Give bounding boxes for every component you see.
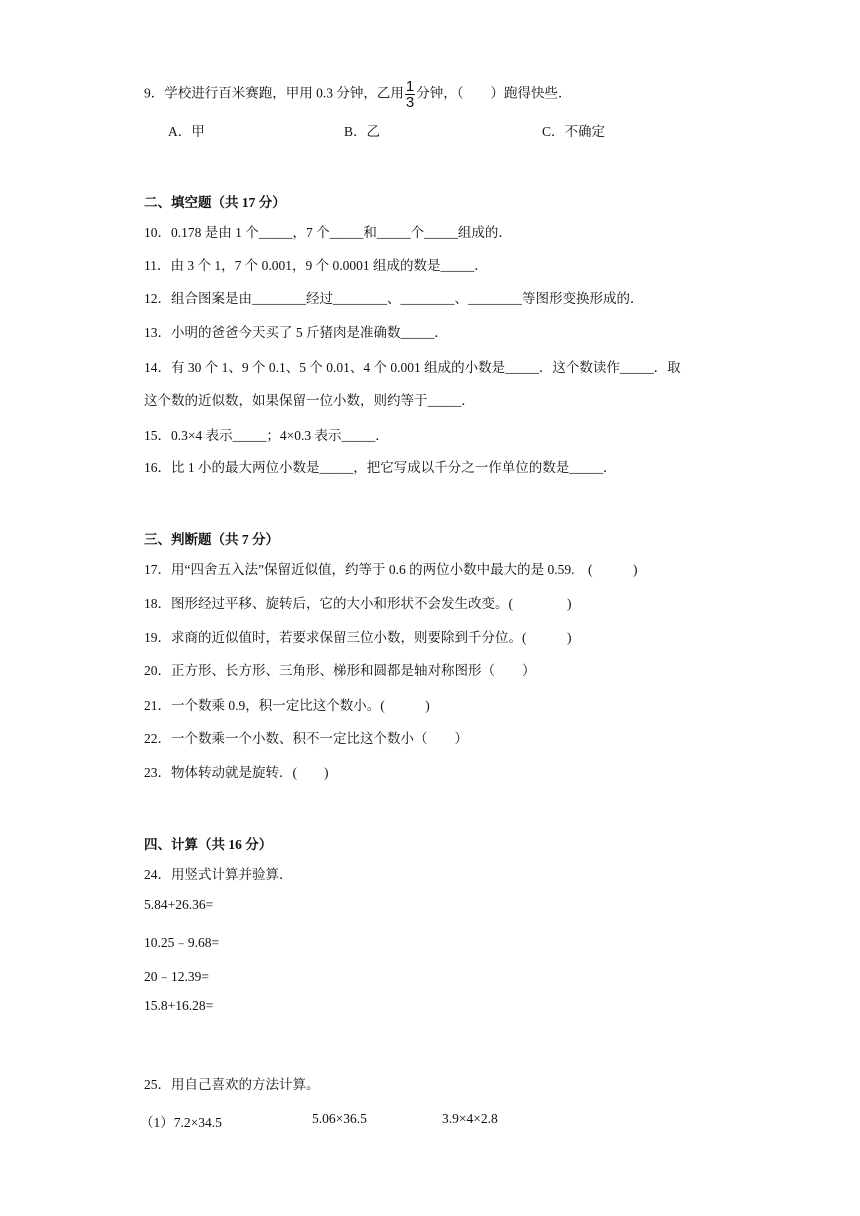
question-11: 11．由 3 个 1，7 个 0.001，9 个 0.0001 组成的数是_____． (144, 258, 488, 273)
fraction-one-third: $\frac{1}{3}$ (405, 78, 415, 111)
question-16: 16．比 1 小的最大两位小数是_____，把它写成以千分之一作单位的数是_____． (144, 460, 617, 475)
expression-3: 20﹣12.39= (144, 969, 209, 984)
question-25: 25．用自己喜欢的方法计算。 (144, 1077, 320, 1092)
question-21: 21．一个数乘 0.9，积一定比这个数小。( ) (144, 698, 430, 713)
section-4-heading: 四、计算（共 16 分） (144, 837, 273, 852)
question-23: 23．物体转动就是旋转．( ) (144, 765, 329, 780)
question-17: 17．用“四舍五入法”保留近似值，约等于 0.6 的两位小数中最大的是 0.59. ( ) (144, 562, 638, 577)
question-10: 10．0.178 是由 1 个_____，7 个_____和_____个_____组成的． (144, 225, 512, 240)
question-25-item-3: 3.9×4×2.8 (442, 1111, 498, 1126)
question-22: 22．一个数乘一个小数、积不一定比这个数小（ ） (144, 731, 468, 746)
question-14: 14．有 30 个 1、9 个 0.1、5 个 0.01、4 个 0.001 组成的小数是_____．这个数读作_____．取 (144, 360, 681, 375)
option-a[interactable]: A．甲 (168, 124, 205, 139)
question-14-continued: 这个数的近似数，如果保留一位小数，则约等于_____． (144, 393, 475, 408)
option-b[interactable]: B．乙 (344, 124, 381, 139)
expression-4: 15.8+16.28= (144, 998, 214, 1013)
question-9 (144, 80, 571, 109)
section-2-heading: 二、填空题（共 17 分） (144, 195, 286, 210)
section-3-heading: 三、判断题（共 7 分） (144, 532, 279, 547)
question-25-item-1: （1）7.2×34.5 (140, 1115, 222, 1130)
question-19: 19．求商的近似值时，若要求保留三位小数，则要除到千分位。( ) (144, 630, 572, 645)
question-18: 18．图形经过平移、旋转后，它的大小和形状不会发生改变。( ) (144, 596, 572, 611)
expression-2: 10.25﹣9.68= (144, 935, 220, 950)
question-20: 20．正方形、长方形、三角形、梯形和圆都是轴对称图形（ ） (144, 663, 536, 678)
question-12: 12．组合图案是由________经过________、________、________等图形变换形成的． (144, 291, 644, 306)
question-15: 15．0.3×4 表示_____；4×0.3 表示_____． (144, 428, 389, 443)
expression-1: 5.84+26.36= (144, 897, 214, 912)
option-c[interactable]: C．不确定 (542, 124, 606, 139)
question-13: 13．小明的爸爸今天买了 5 斤猪肉是准确数_____． (144, 325, 448, 340)
question-25-item-2: 5.06×36.5 (312, 1111, 367, 1126)
question-24: 24．用竖式计算并验算． (144, 867, 293, 882)
question-9-text-after: 分钟，（ ）跑得快些． (416, 85, 572, 101)
question-9-text-before: 9．学校进行百米赛跑，甲用 0.3 分钟，乙用 (144, 85, 404, 101)
